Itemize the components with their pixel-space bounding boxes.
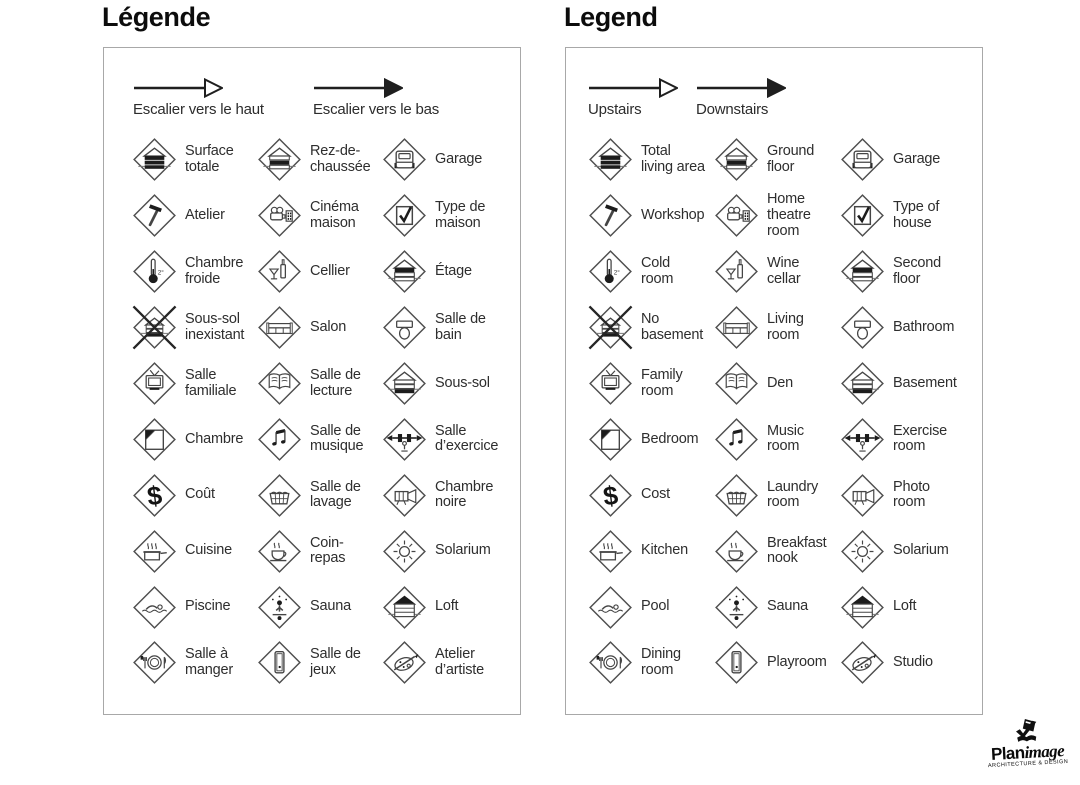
home-theatre-icon — [256, 192, 303, 239]
legend-item — [256, 188, 381, 244]
legend-item-label: Kitchen — [641, 542, 688, 559]
planimage-logo-icon — [1009, 717, 1044, 745]
playroom-icon — [256, 639, 303, 686]
legend-item — [131, 411, 256, 467]
legend-item-label: Solarium — [435, 542, 491, 559]
basement-icon — [839, 360, 886, 407]
legend-item-label: Type de maison — [435, 199, 486, 231]
french-legend-grid — [131, 132, 533, 691]
photo-room-icon — [381, 472, 428, 519]
legend-item-label: Wine cellar — [767, 255, 801, 287]
legend-item — [839, 523, 991, 579]
legend-item — [839, 356, 991, 412]
french-legend-panel — [103, 47, 521, 715]
legend-item-label: Garage — [893, 151, 941, 168]
legend-item — [131, 635, 256, 691]
legend-item-label: Playroom — [767, 654, 827, 671]
legend-item-label: Salle familiale — [185, 366, 237, 399]
sauna-icon — [256, 584, 303, 631]
legend-item-label: Pool — [641, 598, 670, 615]
legend-item — [256, 635, 381, 691]
breakfast-nook-icon — [713, 528, 760, 575]
photo-room-icon — [839, 472, 886, 519]
legend-item-label: Cellier — [310, 262, 350, 279]
legend-item — [256, 579, 381, 635]
legend-item — [131, 467, 256, 523]
legend-item-label: Bedroom — [641, 430, 699, 447]
legend-item-label: Type of house — [893, 199, 940, 231]
legend-item — [587, 635, 713, 691]
legend-item-label: Atelier d’artiste — [435, 646, 484, 678]
legend-item — [131, 300, 256, 356]
legend-item — [839, 635, 991, 691]
bathroom-icon — [381, 304, 428, 351]
legend-item-label: Den — [767, 374, 793, 391]
den-icon — [256, 360, 303, 407]
breakfast-nook-icon — [256, 528, 303, 575]
legend-item-label: Salon — [310, 318, 347, 335]
exercise-room-icon — [839, 416, 886, 463]
legend-item-label: Bathroom — [893, 318, 955, 335]
cold-room-icon — [131, 248, 178, 295]
legend-item — [587, 523, 713, 579]
legend-item — [587, 188, 713, 244]
basement-icon — [381, 360, 428, 407]
legend-item — [587, 467, 713, 523]
workshop-icon — [131, 192, 178, 239]
no-basement-icon — [131, 304, 178, 351]
type-of-house-icon — [381, 192, 428, 239]
legend-item-label: Exercise room — [893, 422, 947, 455]
legend-item-label: Loft — [893, 598, 917, 615]
legend-item-label: Étage — [435, 262, 472, 279]
legend-item-label: Sauna — [310, 598, 351, 615]
solarium-icon — [839, 528, 886, 575]
legend-item — [839, 467, 991, 523]
legend-item — [381, 300, 533, 356]
stairs-down-label: Downstairs — [696, 101, 769, 118]
legend-item — [713, 356, 839, 412]
family-room-icon — [587, 360, 634, 407]
legend-item-label: Photo room — [893, 478, 930, 511]
stairs-up-legend-fr — [133, 78, 264, 118]
legend-item-label: Workshop — [641, 207, 705, 224]
stairs-down-arrow-icon — [313, 78, 403, 98]
legend-item-label: Salle de musique — [310, 422, 364, 455]
legend-item — [256, 300, 381, 356]
kitchen-icon — [587, 528, 634, 575]
laundry-room-icon — [256, 472, 303, 519]
legend-item — [131, 356, 256, 412]
legend-item-label: Salle de lecture — [310, 366, 361, 399]
solarium-icon — [381, 528, 428, 575]
legend-item-label: Coût — [185, 486, 215, 503]
legend-item — [381, 523, 533, 579]
music-room-icon — [256, 416, 303, 463]
stairs-down-label: Escalier vers le bas — [313, 101, 440, 118]
legend-item — [587, 356, 713, 412]
total-living-area-icon — [131, 136, 178, 183]
dining-room-icon — [587, 639, 634, 686]
legend-item — [587, 244, 713, 300]
garage-icon — [839, 136, 886, 183]
second-floor-icon — [381, 248, 428, 295]
legend-item — [381, 579, 533, 635]
legend-item — [713, 523, 839, 579]
laundry-room-icon — [713, 472, 760, 519]
garage-icon — [381, 136, 428, 183]
planimage-logo — [977, 715, 1077, 769]
legend-item-label: Studio — [893, 654, 933, 671]
legend-item — [713, 300, 839, 356]
legend-item-label: Salle d’exercice — [435, 422, 499, 455]
pool-icon — [587, 584, 634, 631]
legend-item — [713, 411, 839, 467]
planimage-tagline: ARCHITECTURE & DESIGN — [987, 758, 1069, 770]
legend-item-label: Second floor — [893, 255, 941, 287]
ground-floor-icon — [713, 136, 760, 183]
cost-icon — [131, 472, 178, 519]
english-legend-panel — [565, 47, 983, 715]
legend-item-label: Cuisine — [185, 542, 232, 559]
loft-icon — [381, 584, 428, 631]
legend-item — [256, 467, 381, 523]
bathroom-icon — [839, 304, 886, 351]
legend-item — [131, 523, 256, 579]
legend-item — [256, 523, 381, 579]
legend-item-label: Ground floor — [767, 143, 815, 175]
family-room-icon — [131, 360, 178, 407]
second-floor-icon — [839, 248, 886, 295]
legend-item-label: Surface totale — [185, 143, 234, 175]
den-icon — [713, 360, 760, 407]
legend-item — [713, 244, 839, 300]
legend-item-label: Coin-repas — [310, 534, 346, 567]
legend-item — [381, 411, 533, 467]
legend-item-label: No basement — [641, 311, 704, 343]
legend-item-label: Dining room — [641, 646, 681, 678]
cold-room-icon — [587, 248, 634, 295]
sauna-icon — [713, 584, 760, 631]
home-theatre-icon — [713, 192, 760, 239]
legend-item-label: Basement — [893, 374, 957, 391]
bedroom-icon — [131, 416, 178, 463]
legend-item — [839, 579, 991, 635]
legend-item — [256, 411, 381, 467]
stairs-up-arrow-icon — [588, 78, 678, 98]
pool-icon — [131, 584, 178, 631]
stairs-up-label: Escalier vers le haut — [133, 101, 264, 118]
ground-floor-icon — [256, 136, 303, 183]
legend-item-label: Salle à manger — [185, 646, 233, 678]
dining-room-icon — [131, 639, 178, 686]
stairs-down-legend-fr — [313, 78, 439, 118]
legend-item — [381, 188, 533, 244]
legend-item-label: Loft — [435, 598, 459, 615]
legend-item — [381, 132, 533, 188]
exercise-room-icon — [381, 416, 428, 463]
legend-item — [381, 356, 533, 412]
legend-item — [713, 132, 839, 188]
legend-item-label: Solarium — [893, 542, 949, 559]
legend-item-label: Sauna — [767, 598, 808, 615]
stairs-up-label: Upstairs — [588, 101, 642, 118]
playroom-icon — [713, 639, 760, 686]
bedroom-icon — [587, 416, 634, 463]
stairs-up-arrow-icon — [133, 78, 223, 98]
legend-item-label: Salle de bain — [435, 311, 486, 343]
workshop-icon — [587, 192, 634, 239]
total-living-area-icon — [587, 136, 634, 183]
legend-item-label: Breakfast nook — [767, 534, 827, 567]
legend-item-label: Cold room — [641, 255, 674, 287]
legend-item-label: Piscine — [185, 598, 231, 615]
french-legend-title: Légende — [102, 2, 211, 32]
legend-item-label: Sous-sol — [435, 374, 490, 391]
legend-item — [713, 467, 839, 523]
cost-icon — [587, 472, 634, 519]
legend-item-label: Chambre froide — [185, 255, 244, 287]
no-basement-icon — [587, 304, 634, 351]
kitchen-icon — [131, 528, 178, 575]
legend-item — [131, 188, 256, 244]
legend-item-label: Salle de jeux — [310, 646, 361, 678]
legend-item-label: Garage — [435, 151, 483, 168]
legend-item-label: Chambre noire — [435, 478, 494, 511]
legend-item — [587, 300, 713, 356]
legend-item-label: Atelier — [185, 207, 225, 224]
legend-item — [587, 411, 713, 467]
stairs-up-legend-en — [588, 78, 678, 118]
legend-item — [256, 356, 381, 412]
loft-icon — [839, 584, 886, 631]
brand-bold: Plan — [990, 743, 1026, 764]
legend-item-label: Music room — [767, 422, 804, 455]
english-legend-grid — [587, 132, 991, 691]
legend-item — [381, 244, 533, 300]
legend-item-label: Laundry room — [767, 478, 818, 511]
studio-icon — [839, 639, 886, 686]
legend-item — [381, 635, 533, 691]
legend-item — [839, 411, 991, 467]
legend-item — [256, 244, 381, 300]
legend-item-label: Home theatre room — [767, 191, 811, 239]
legend-item-label: Rez-de-chaussée — [310, 143, 371, 175]
legend-item-label: Chambre — [185, 430, 244, 447]
legend-item — [131, 132, 256, 188]
wine-cellar-icon — [256, 248, 303, 295]
brand-italic: image — [1024, 741, 1065, 763]
legend-item-label: Cinéma maison — [310, 199, 359, 231]
legend-item — [713, 635, 839, 691]
legend-item — [587, 579, 713, 635]
english-legend-title: Legend — [564, 2, 658, 32]
legend-item — [839, 188, 991, 244]
legend-item — [587, 132, 713, 188]
legend-item-label: Living room — [767, 311, 804, 343]
legend-item-label: Salle de lavage — [310, 478, 361, 511]
legend-item — [381, 467, 533, 523]
stairs-down-legend-en — [696, 78, 786, 118]
living-room-icon — [256, 304, 303, 351]
legend-item — [256, 132, 381, 188]
legend-item-label: Total living area — [641, 143, 705, 175]
living-room-icon — [713, 304, 760, 351]
legend-item — [131, 244, 256, 300]
legend-item-label: Cost — [641, 486, 671, 503]
legend-item — [839, 300, 991, 356]
legend-item-label: Sous-sol inexistant — [185, 311, 245, 343]
legend-item — [713, 579, 839, 635]
studio-icon — [381, 639, 428, 686]
stairs-down-arrow-icon — [696, 78, 786, 98]
legend-item — [839, 244, 991, 300]
legend-item-label: Family room — [641, 366, 683, 399]
legend-item — [713, 188, 839, 244]
type-of-house-icon — [839, 192, 886, 239]
music-room-icon — [713, 416, 760, 463]
legend-item — [131, 579, 256, 635]
wine-cellar-icon — [713, 248, 760, 295]
legend-item — [839, 132, 991, 188]
